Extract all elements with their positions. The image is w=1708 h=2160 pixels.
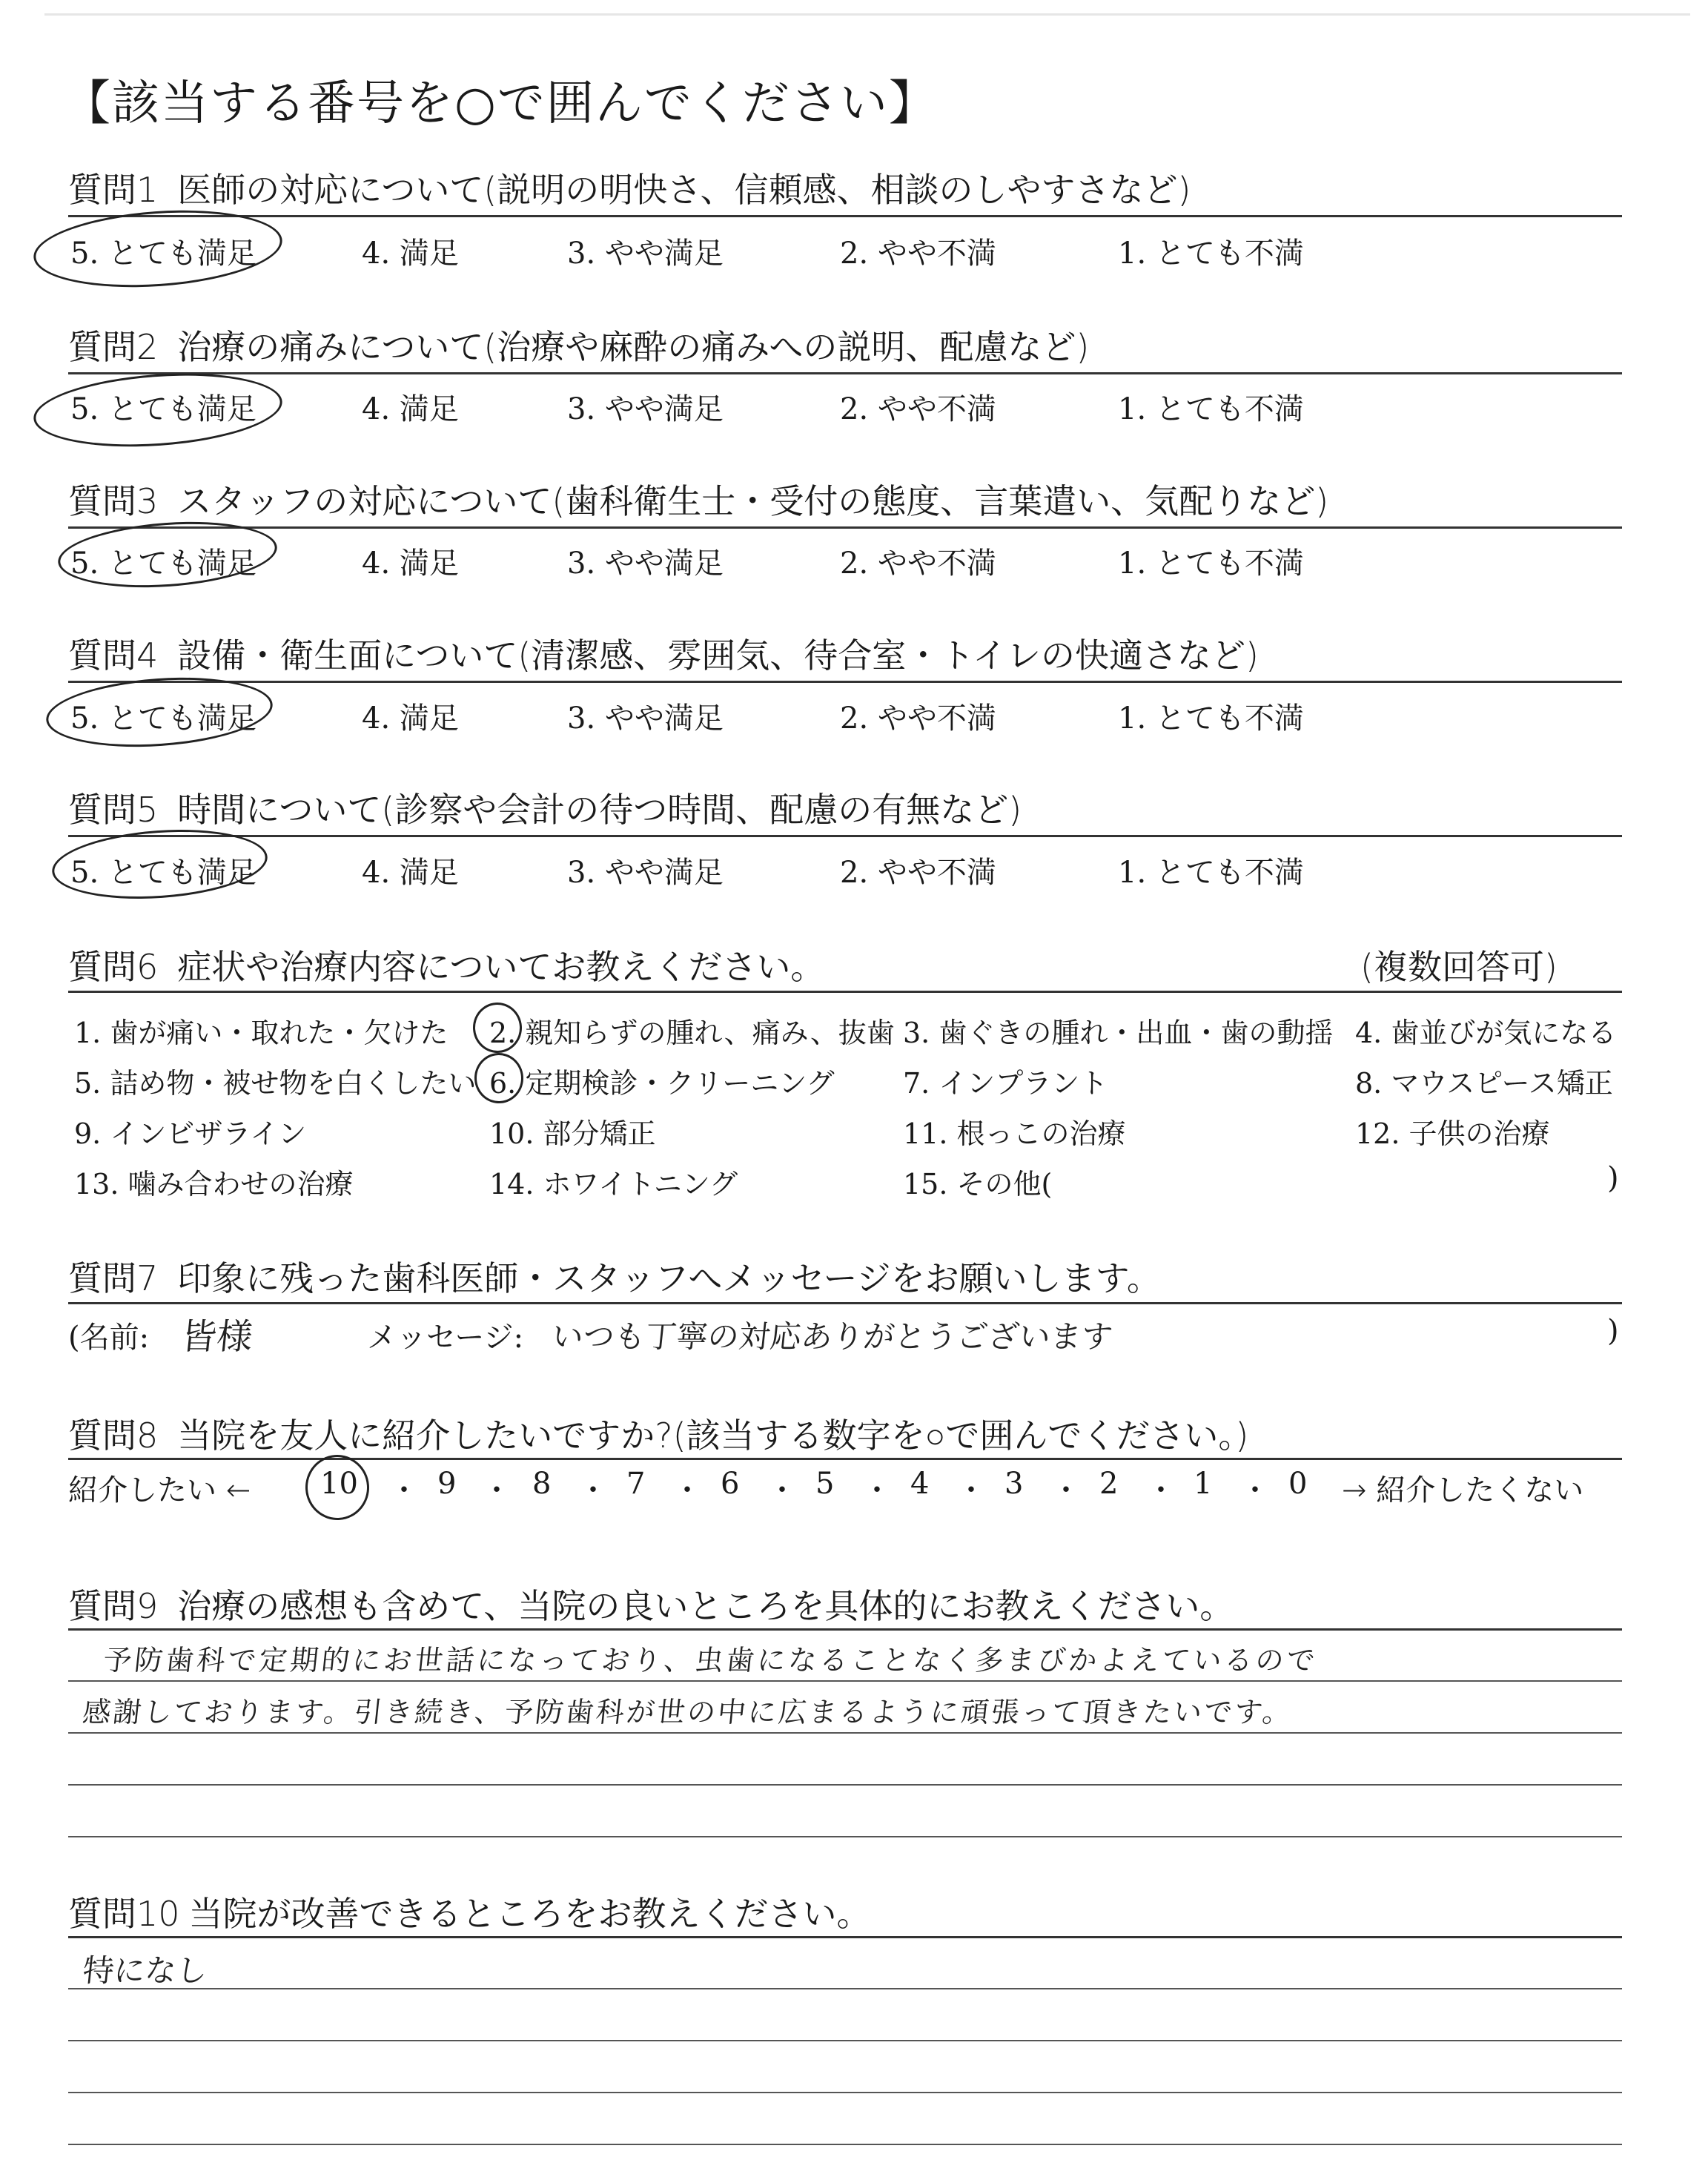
q3-option-2[interactable]: 2. やや不満 — [840, 546, 996, 581]
q6-other-close-paren: ) — [1607, 1161, 1619, 1195]
q2-option-5[interactable]: 5. とても満足 — [70, 392, 256, 426]
q4-option-1[interactable]: 1. とても不満 — [1118, 701, 1304, 736]
q5-option-5[interactable]: 5. とても満足 — [70, 856, 256, 890]
q7-title — [68, 1252, 1161, 1301]
q10-writing-line — [68, 2040, 1622, 2041]
q9-writing-line — [68, 1680, 1622, 1682]
q6-text: 症状や治療内容についてお教えください。 — [177, 947, 825, 987]
q7-name-label: (名前: — [68, 1321, 150, 1355]
q4-rule — [68, 681, 1622, 683]
q5-option-3[interactable]: 3. やや満足 — [567, 856, 724, 890]
q8-scale-4[interactable]: 4 — [910, 1467, 930, 1501]
q2-number: 質問2 — [68, 327, 159, 367]
q4-option-2[interactable]: 2. やや不満 — [840, 701, 996, 736]
q7-close-paren: ) — [1607, 1314, 1619, 1348]
q6-option-1[interactable]: 1. 歯が痛い・取れた・欠けた — [74, 1017, 448, 1049]
q9-writing-line — [68, 1836, 1622, 1837]
q3-text: スタッフの対応について(歯科衛生士・受付の態度、言葉遣い、気配りなど) — [177, 481, 1329, 521]
q8-scale-dot: ・ — [956, 1473, 986, 1507]
q10-text: 当院が改善できるところをお教えください。 — [188, 1894, 871, 1934]
q6-option-4[interactable]: 4. 歯並びが気になる — [1355, 1017, 1617, 1049]
q10-writing-line — [68, 2144, 1622, 2145]
q1-text: 医師の対応について(説明の明快さ、信頼感、相談のしやすさなど) — [177, 170, 1191, 210]
q8-right-label: → 紹介したくない — [1342, 1473, 1584, 1507]
q8-scale-7[interactable]: 7 — [626, 1467, 646, 1501]
q8-scale-dot: ・ — [862, 1473, 892, 1507]
q10-answer-handwritten[interactable]: 特になし — [81, 1952, 210, 1989]
q8-scale-dot: ・ — [578, 1473, 608, 1507]
q7-text: 印象に残った歯科医師・スタッフへメッセージをお願いします。 — [177, 1258, 1161, 1298]
q6-option-10[interactable]: 10. 部分矯正 — [489, 1117, 656, 1150]
q3-option-5[interactable]: 5. とても満足 — [70, 546, 256, 581]
q2-text: 治療の痛みについて(治療や麻酔の痛みへの説明、配慮など) — [177, 327, 1090, 367]
q8-scale-2[interactable]: 2 — [1099, 1467, 1119, 1501]
q9-rule — [68, 1628, 1622, 1631]
q2-title — [68, 320, 1089, 369]
q3-option-1[interactable]: 1. とても不満 — [1118, 546, 1304, 581]
q2-option-3[interactable]: 3. やや満足 — [567, 392, 724, 426]
q8-left-label: 紹介したい ← — [68, 1473, 251, 1507]
q6-option-14[interactable]: 14. ホワイトニング — [489, 1168, 738, 1200]
q4-text: 設備・衛生面について(清潔感、雰囲気、待合室・トイレの快適さなど) — [177, 635, 1259, 676]
q4-number: 質問4 — [68, 635, 159, 676]
q6-option-5[interactable]: 5. 詰め物・被せ物を白くしたい — [74, 1067, 477, 1100]
q6-option-7[interactable]: 7. インプラント — [903, 1067, 1108, 1100]
q1-option-1[interactable]: 1. とても不満 — [1118, 237, 1304, 271]
q8-scale-dot: ・ — [389, 1473, 419, 1507]
q7-name-handwritten[interactable]: 皆様 — [179, 1316, 255, 1358]
q6-option-2[interactable]: 2. 親知らずの腫れ、痛み、抜歯 — [489, 1017, 895, 1049]
q2-option-2[interactable]: 2. やや不満 — [840, 392, 996, 426]
q5-option-4[interactable]: 4. 満足 — [362, 856, 459, 890]
q9-text: 治療の感想も含めて、当院の良いところを具体的にお教えください。 — [177, 1586, 1234, 1626]
q2-option-1[interactable]: 1. とても不満 — [1118, 392, 1304, 426]
q3-rule — [68, 526, 1622, 529]
q3-option-4[interactable]: 4. 満足 — [362, 546, 459, 581]
q6-option-11[interactable]: 11. 根っこの治療 — [903, 1117, 1126, 1150]
q6-option-13[interactable]: 13. 噛み合わせの治療 — [74, 1168, 354, 1200]
q3-option-3[interactable]: 3. やや満足 — [567, 546, 724, 581]
q1-rule — [68, 215, 1622, 217]
q6-number: 質問6 — [68, 947, 159, 987]
q2-option-4[interactable]: 4. 満足 — [362, 392, 459, 426]
q4-option-5[interactable]: 5. とても満足 — [70, 701, 256, 736]
q6-option-9[interactable]: 9. インビザライン — [74, 1117, 307, 1150]
q8-text: 当院を友人に紹介したいですか?(該当する数字を○で囲んでください。) — [177, 1416, 1249, 1456]
q8-rule — [68, 1458, 1622, 1460]
q3-number: 質問3 — [68, 481, 159, 521]
q1-option-2[interactable]: 2. やや不満 — [840, 237, 996, 271]
q8-scale-dot: ・ — [482, 1473, 512, 1507]
q6-option-3[interactable]: 3. 歯ぐきの腫れ・出血・歯の動揺 — [903, 1017, 1334, 1049]
q8-scale-dot: ・ — [1240, 1473, 1270, 1507]
q9-answer-line-1[interactable]: 予防歯科で定期的にお世話になっており、虫歯になることなく多まびかよえているので — [102, 1644, 1320, 1677]
q8-scale-dot: ・ — [1146, 1473, 1176, 1507]
q6-option-8[interactable]: 8. マウスピース矯正 — [1355, 1067, 1613, 1100]
q10-writing-line — [68, 1988, 1622, 1989]
q1-option-4[interactable]: 4. 満足 — [362, 237, 459, 271]
q8-title — [68, 1409, 1248, 1458]
q8-scale-dot: ・ — [767, 1473, 797, 1507]
q8-scale-dot: ・ — [1051, 1473, 1081, 1507]
q7-number: 質問7 — [68, 1258, 159, 1298]
q9-writing-line — [68, 1732, 1622, 1734]
q9-answer-line-2[interactable]: 感謝しております。引き続き、予防歯科が世の中に広まるように頑張って頂きたいです。 — [81, 1696, 1295, 1728]
q6-option-15[interactable]: 15. その他( — [903, 1168, 1053, 1200]
q1-title — [68, 163, 1191, 212]
q10-rule — [68, 1936, 1622, 1938]
q6-option-6[interactable]: 6. 定期検診・クリーニング — [489, 1067, 835, 1100]
survey-instruction-header: 【該当する番号を○で囲んでください】 — [63, 76, 938, 131]
q5-text: 時間について(診察や会計の待つ時間、配慮の有無など) — [177, 790, 1022, 830]
q6-title — [68, 940, 824, 989]
q8-scale-6[interactable]: 6 — [721, 1467, 740, 1501]
q8-scale-9[interactable]: 9 — [437, 1467, 457, 1501]
q1-option-5[interactable]: 5. とても満足 — [70, 237, 256, 271]
q8-scale-1[interactable]: 1 — [1194, 1467, 1213, 1501]
q8-scale-5[interactable]: 5 — [815, 1467, 835, 1501]
q9-title — [68, 1579, 1234, 1628]
q8-number: 質問8 — [68, 1416, 159, 1456]
q5-number: 質問5 — [68, 790, 159, 830]
q8-scale-3[interactable]: 3 — [1004, 1467, 1024, 1501]
q4-option-4[interactable]: 4. 満足 — [362, 701, 459, 736]
q10-writing-line — [68, 2092, 1622, 2093]
q1-option-3[interactable]: 3. やや満足 — [567, 237, 724, 271]
q1-number: 質問1 — [68, 170, 159, 210]
q2-rule — [68, 372, 1622, 374]
q10-title — [68, 1887, 871, 1936]
q5-title — [68, 783, 1022, 832]
q9-writing-line — [68, 1784, 1622, 1786]
q6-option-12[interactable]: 12. 子供の治療 — [1355, 1117, 1550, 1150]
q5-option-2[interactable]: 2. やや不満 — [840, 856, 996, 890]
q8-scale-8[interactable]: 8 — [532, 1467, 552, 1501]
q7-message-label: メッセージ: — [367, 1321, 524, 1355]
q8-scale-0[interactable]: 0 — [1288, 1467, 1308, 1501]
q4-option-3[interactable]: 3. やや満足 — [567, 701, 724, 736]
q7-rule — [68, 1302, 1622, 1304]
q8-scale-10[interactable]: 10 — [320, 1467, 358, 1501]
q6-rule — [68, 991, 1622, 993]
q6-multiple-answer-note: (複数回答可) — [1360, 947, 1558, 987]
q10-number: 質問10 — [68, 1894, 180, 1934]
q3-title — [68, 475, 1328, 524]
q8-scale-dot: ・ — [672, 1473, 702, 1507]
q5-rule — [68, 835, 1622, 837]
q9-number: 質問9 — [68, 1586, 159, 1626]
q5-option-1[interactable]: 1. とても不満 — [1118, 856, 1304, 890]
q4-title — [68, 629, 1259, 678]
scan-top-edge — [44, 13, 1690, 16]
q7-message-handwritten[interactable]: いつも丁寧の対応ありがとうございます — [550, 1318, 1115, 1355]
